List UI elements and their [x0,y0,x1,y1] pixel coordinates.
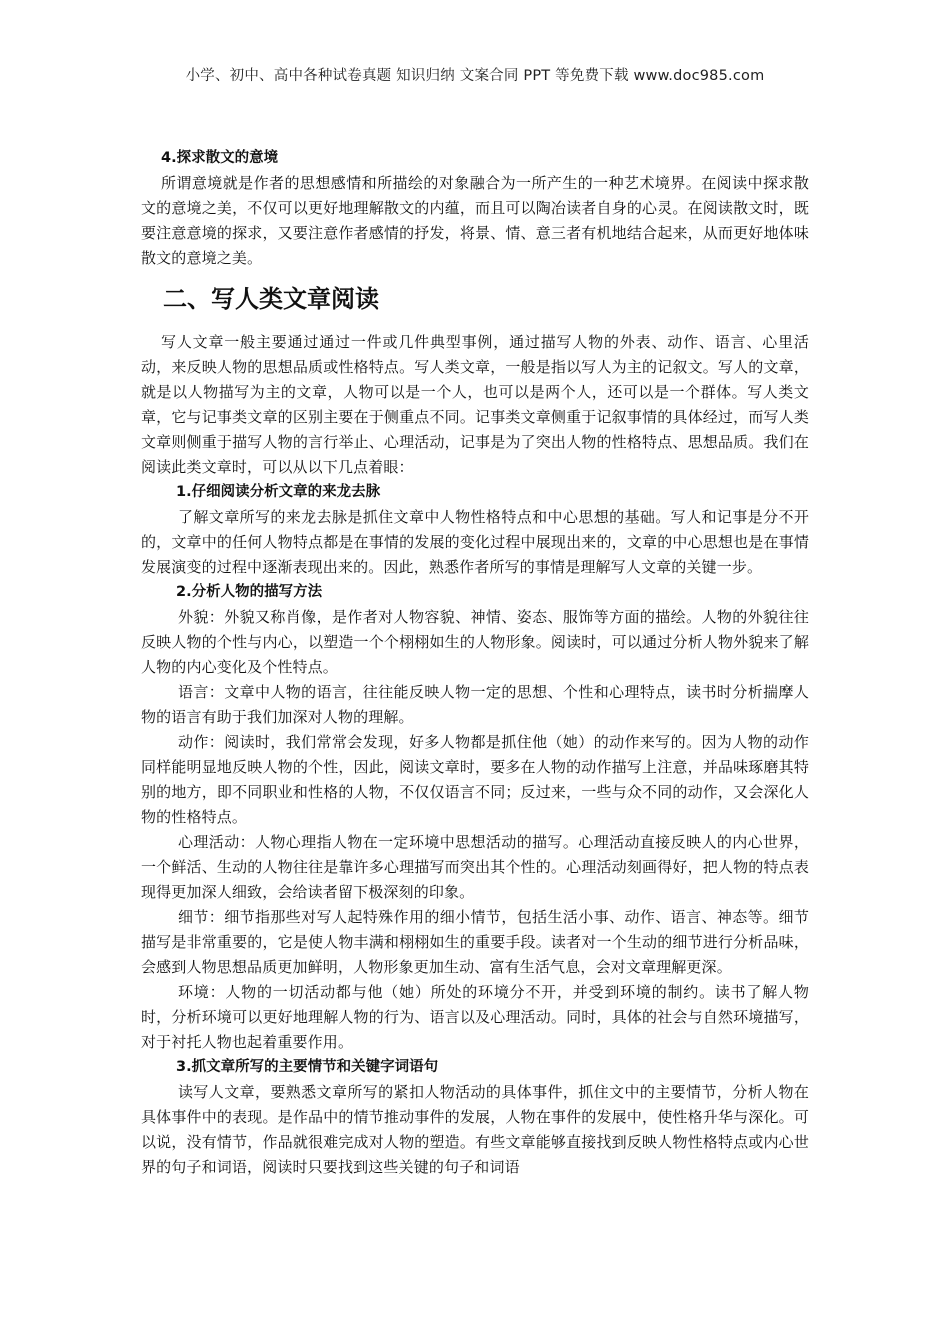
subheading-1: 1.仔细阅读分析文章的来龙去脉 [176,484,381,500]
paragraph-intro: 写人文章一般主要通过通过一件或几件典型事例，通过描写人物的外表、动作、语言、心里活动，来反映人物的思想品质或性格特点。写人类文章，一般是指以写人为主的记叙文。写人的文章，就是以人物描写为主的文章，人物可以是一个人，也可以是两个人，还可以是一个群体。写人类文章，它与记事类文章的区别主要在于侧重点不同。记事类文章侧重于记叙事情的具体经过，而写人类文章则侧重于描写人物的言行举止、心理活动，记事是为了突出人物的性格特点、思想品质。我们在阅读此类文章时，可以从以下几点着眼： [141,333,809,476]
paragraph-action: 动作：阅读时，我们常常会发现，好多人物都是抓住他（她）的动作来写的。因为人物的动作同样能明显地反映人物的个性，因此，阅读文章时，要多在人物的动作描写上注意，并品味琢磨其特别的地方，即不同职业和性格的人物，不仅仅语言不同；反过来，一些与众不同的动作，又会深化人物的性格特点。 [141,733,809,826]
subheading-3: 3.抓文章所写的主要情节和关键字词语句 [176,1059,439,1075]
paragraph-sub3: 读写人文章，要熟悉文章所写的紧扣人物活动的具体事件，抓住文中的主要情节，分析人物在具体事件中的表现。是作品中的情节推动事件的发展，人物在事件的发展中，使性格升华与深化。可以说，没有情节，作品就很难完成对人物的塑造。有些文章能够直接找到反映人物性格特点或内心世界的句子和词语，阅读时只要找到这些关键的句子和词语 [141,1083,809,1176]
document-body [141,146,809,1180]
page-header: 小学、初中、高中各种试卷真题 知识归纳 文案合同 PPT 等免费下载 www.doc985.com [185,68,765,84]
paragraph-psychology: 心理活动：人物心理指人物在一定环境中思想活动的描写。心理活动直接反映人的内心世界，一个鲜活、生动的人物往往是靠许多心理描写而突出其个性的。心理活动刻画得好，把人物的特点表现得更加深人细致，会给读者留下极深刻的印象。 [141,833,809,901]
paragraph-appearance: 外貌：外貌又称肖像，是作者对人物容貌、神情、姿态、服饰等方面的描绘。人物的外貌往往反映人物的个性与内心，以塑造一个个栩栩如生的人物形象。阅读时，可以通过分析人物外貌来了解人物的内心变化及个性特点。 [141,608,809,676]
paragraph-detail: 细节：细节指那些对写人起特殊作用的细小情节，包括生活小事、动作、语言、神态等。细节描写是非常重要的，它是使人物丰满和栩栩如生的重要手段。读者对一个生动的细节进行分析品味，会感到人物思想品质更加鲜明，人物形象更加生动、富有生活气息，会对文章理解更深。 [141,908,809,976]
section-heading-4: 4.探求散文的意境 [161,150,279,166]
chapter-heading-2: 二、写人类文章阅读 [163,285,379,313]
paragraph-environment: 环境：人物的一切活动都与他（她）所处的环境分不开，并受到环境的制约。读书了解人物时，分析环境可以更好地理解人物的行为、语言以及心理活动。同时，具体的社会与自然环境描写，对于衬托人物也起着重要作用。 [141,983,809,1051]
paragraph-language: 语言：文章中人物的语言，往往能反映人物一定的思想、个性和心理特点，读书时分析揣摩人物的语言有助于我们加深对人物的理解。 [141,683,809,726]
subheading-2: 2.分析人物的描写方法 [176,584,323,600]
paragraph-sub1: 了解文章所写的来龙去脉是抓住文章中人物性格特点和中心思想的基础。写人和记事是分不开的，文章中的任何人物特点都是在事情的发展的变化过程中展现出来的，文章的中心思想也是在事情发展演变的过程中逐渐表现出来的。因此，熟悉作者所写的事情是理解写人文章的关键一步。 [141,508,809,576]
paragraph-prose-mood: 所谓意境就是作者的思想感情和所描绘的对象融合为一所产生的一种艺术境界。在阅读中探求散文的意境之美，不仅可以更好地理解散文的内蕴，而且可以陶冶读者自身的心灵。在阅读散文时，既要注意意境的探求，又要注意作者感情的抒发，将景、情、意三者有机地结合起来，从而更好地体味散文的意境之美。 [141,174,809,267]
